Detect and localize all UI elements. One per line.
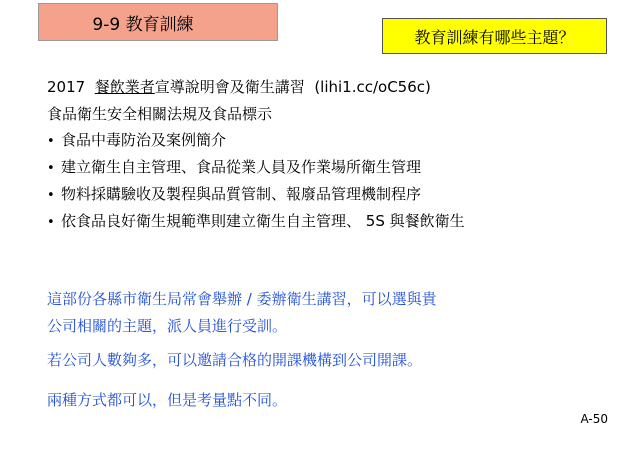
intro-line <box>47 76 431 97</box>
bullet-dot-icon: • <box>47 134 55 149</box>
topic-subtitle: 食品衛生安全相關法規及食品標示 <box>47 105 273 123</box>
intro-link: (lihi1.cc/oC56c) <box>314 78 431 96</box>
slide-title-box <box>38 3 278 41</box>
intro-event-rest: 宣導說明會及衛生講習 <box>154 78 305 96</box>
question-callout <box>382 18 607 54</box>
page-number: A-50 <box>580 412 608 426</box>
question-text: 教育訓練有哪些主題？ <box>414 27 575 47</box>
intro-year: 2017 <box>47 78 86 96</box>
note-line-2: 公司相關的主題，派人員進行受訓。 <box>47 317 288 335</box>
bullet-text: 物料採購驗收及製程與品質管制、報廢品管理機制程序 <box>61 185 422 203</box>
intro-event-underlined: 餐飲業者 <box>94 78 155 96</box>
bullet-item <box>47 127 465 154</box>
topic-bullet-list <box>47 127 465 235</box>
bullet-dot-icon: • <box>47 215 55 230</box>
bullet-item <box>47 181 465 208</box>
note-line-4: 兩種方式都可以，但是考量點不同。 <box>47 391 288 409</box>
note-line-1: 這部份各縣市衛生局常會舉辦 / 委辦衛生講習，可以選與貴 <box>47 290 437 308</box>
slide-title: 9-9 教育訓練 <box>92 14 194 35</box>
note-line-3: 若公司人數夠多，可以邀請合格的開課機構到公司開課。 <box>47 351 423 369</box>
bullet-text: 食品中毒防治及案例簡介 <box>61 131 227 149</box>
bullet-dot-icon: • <box>47 188 55 203</box>
bullet-text: 依食品良好衛生規範準則建立衛生自主管理、 5S 與餐飲衛生 <box>61 212 465 230</box>
bullet-dot-icon: • <box>47 161 55 176</box>
bullet-item <box>47 208 465 235</box>
bullet-item <box>47 154 465 181</box>
bullet-text: 建立衛生自主管理、食品從業人員及作業場所衛生管理 <box>61 158 422 176</box>
